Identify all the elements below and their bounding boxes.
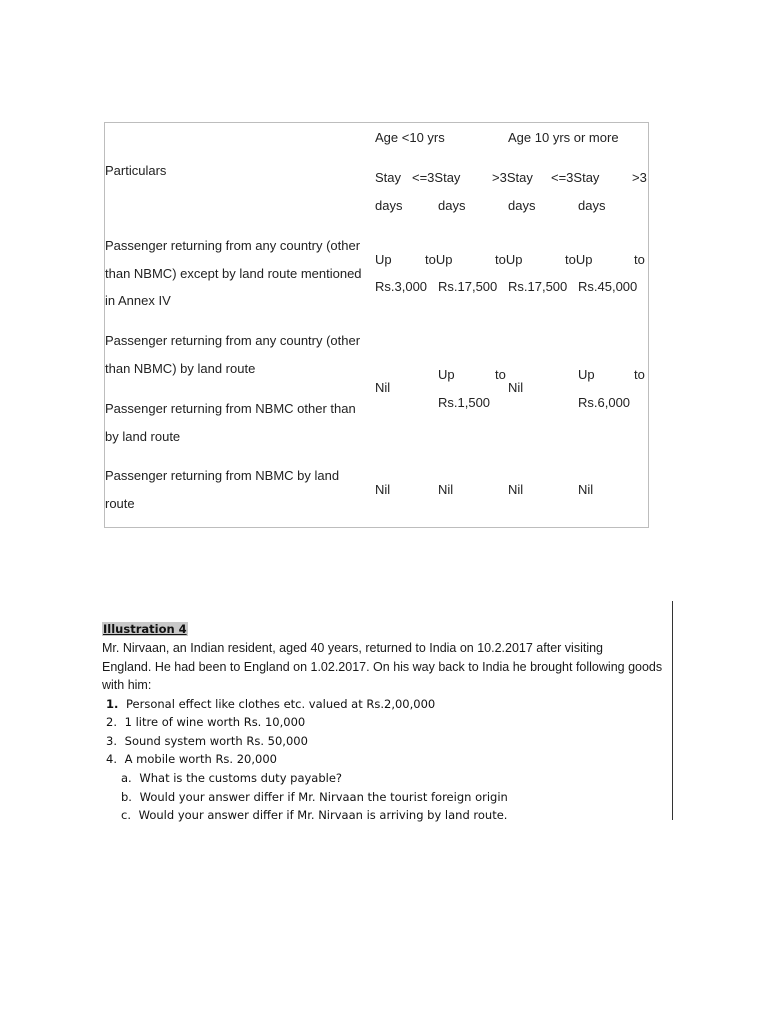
age-group-under-10: Age <10 yrs — [375, 130, 445, 145]
table-cell: toUp — [495, 252, 523, 267]
list-text: Personal effect like clothes etc. valued at Rs.2,00,000 — [126, 697, 436, 711]
sub-list-item — [121, 790, 508, 804]
table-cell: Up — [438, 367, 455, 382]
row-label: Passenger returning from any country (other — [105, 238, 361, 253]
table-cell: toUp — [565, 252, 593, 267]
table-cell: Nil — [578, 482, 594, 497]
table-cell: Nil — [508, 482, 524, 497]
table-cell: Rs.6,000 — [578, 395, 631, 410]
list-text: A mobile worth Rs. 20,000 — [124, 752, 277, 766]
days-label: days — [578, 198, 606, 213]
stay-label: <=3Stay — [551, 170, 600, 185]
table-cell: to — [634, 367, 645, 382]
list-item — [106, 715, 305, 729]
sub-list-letter: a. — [121, 771, 132, 785]
list-number: 2. — [106, 715, 117, 729]
sub-list-text: Would your answer differ if Mr. Nirvaan is arriving by land route. — [138, 808, 508, 822]
days-label: days — [438, 198, 466, 213]
row-label: Passenger returning from NBMC by land — [105, 468, 340, 483]
list-text: 1 litre of wine worth Rs. 10,000 — [124, 715, 306, 729]
row-label: than NBMC) by land route — [105, 361, 256, 376]
list-item — [106, 697, 435, 711]
row-label: than NBMC) except by land route mentioned — [105, 266, 362, 281]
list-number: 1. — [106, 697, 119, 711]
days-label: days — [375, 198, 403, 213]
table-cell: Nil — [375, 482, 391, 497]
row-label: Passenger returning from NBMC other than — [105, 401, 356, 416]
list-number: 3. — [106, 734, 117, 748]
stay-label: >3Stay — [492, 170, 533, 185]
row-label: by land route — [105, 429, 181, 444]
sub-list-item — [121, 808, 507, 822]
row-label: route — [105, 496, 135, 511]
sub-list-letter: c. — [121, 808, 131, 822]
table-cell: Rs.45,000 — [578, 279, 638, 294]
table-cell: to — [495, 367, 506, 382]
illustration-heading — [102, 622, 188, 636]
days-label: days — [508, 198, 536, 213]
sub-list-text: Would your answer differ if Mr. Nirvaan the tourist foreign origin — [139, 790, 508, 804]
table-cell: to — [634, 252, 645, 267]
margin-divider — [672, 601, 673, 820]
stay-label: Stay — [375, 170, 402, 185]
list-text: Sound system worth Rs. 50,000 — [124, 734, 308, 748]
row-label: Passenger returning from any country (other — [105, 333, 361, 348]
illustration-paragraph: Mr. Nirvaan, an Indian resident, aged 40 years, returned to India on 10.2.2017 after visiting — [102, 641, 604, 655]
table-cell: Rs.1,500 — [438, 395, 491, 410]
illustration-title: Illustration 4 — [103, 622, 187, 636]
stay-label: >3 — [632, 170, 647, 185]
row-label: in Annex IV — [105, 293, 171, 308]
table-cell: Rs.3,000 — [375, 279, 428, 294]
list-item — [106, 734, 308, 748]
table-cell: Up — [375, 252, 392, 267]
particulars-header: Particulars — [105, 163, 167, 178]
illustration-paragraph: England. He had been to England on 1.02.2017. On his way back to India he brought following goods — [102, 660, 663, 674]
table-cell: toUp — [425, 252, 453, 267]
age-group-10-or-more: Age 10 yrs or more — [508, 130, 619, 145]
list-number: 4. — [106, 752, 117, 766]
table-cell: Nil — [508, 380, 524, 395]
table-cell: Up — [578, 367, 595, 382]
table-cell: Rs.17,500 — [438, 279, 498, 294]
illustration-paragraph: with him: — [102, 678, 152, 692]
table-cell: Nil — [375, 380, 391, 395]
sub-list-item — [121, 771, 342, 785]
sub-list-letter: b. — [121, 790, 132, 804]
sub-list-text: What is the customs duty payable? — [139, 771, 343, 785]
stay-label: <=3Stay — [412, 170, 461, 185]
table-cell: Nil — [438, 482, 454, 497]
list-item — [106, 752, 277, 766]
table-cell: Rs.17,500 — [508, 279, 568, 294]
